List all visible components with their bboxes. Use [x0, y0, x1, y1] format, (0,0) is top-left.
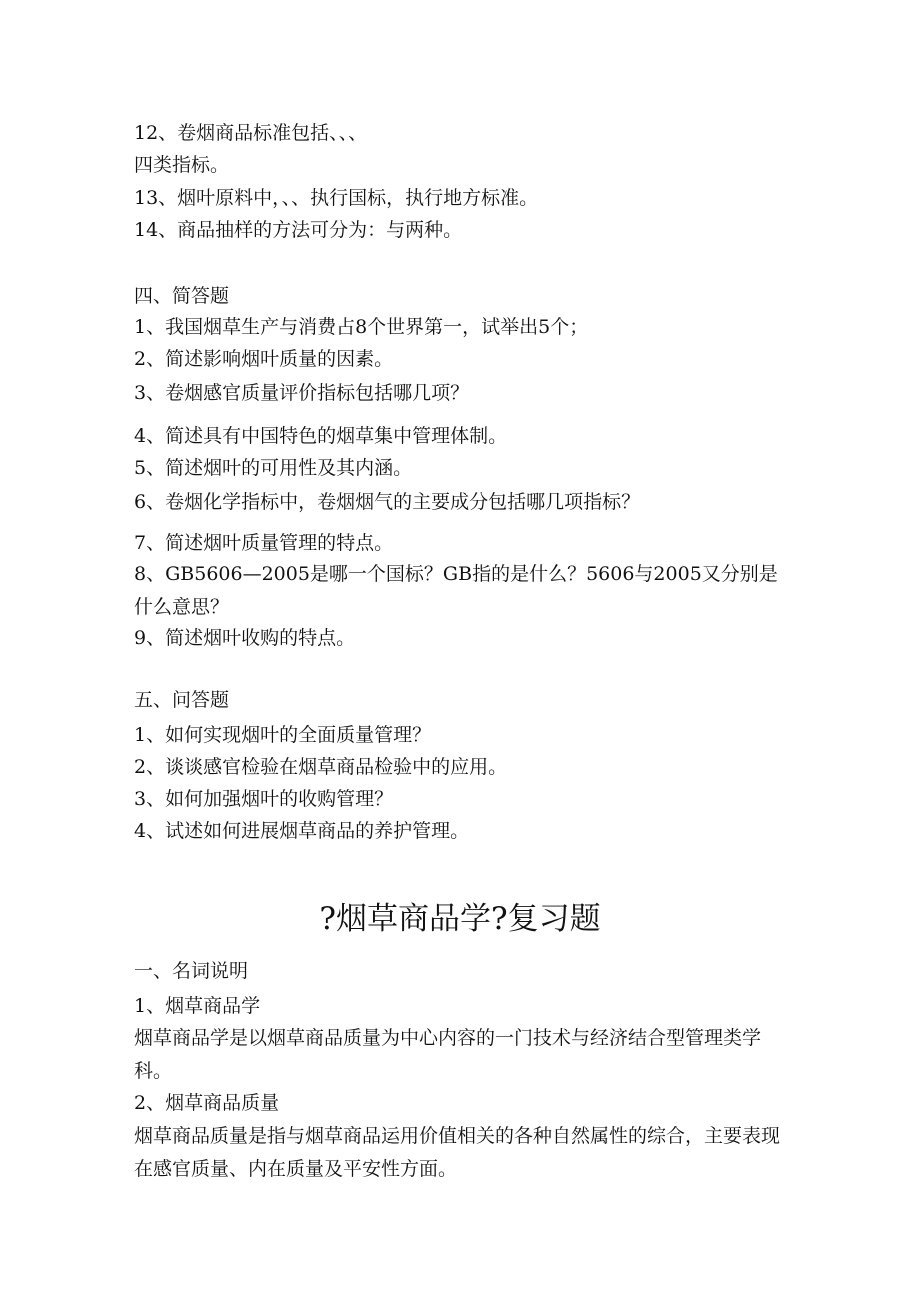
section-4-heading: 四、简答题: [134, 285, 230, 307]
question-12-line-1: 12、卷烟商品标准包括、、、: [134, 122, 368, 144]
section-4-item: 6、卷烟化学指标中，卷烟烟气的主要成分包括哪几项指标？: [134, 491, 641, 513]
term-1: 1、烟草商品学: [134, 995, 261, 1017]
section-4-item: 9、简述烟叶收购的特点。: [134, 627, 356, 649]
section-5-item: 3、如何加强烟叶的收购管理？: [134, 788, 394, 810]
term-2: 2、烟草商品质量: [134, 1092, 280, 1114]
question-13: 13、烟叶原料中，、、执行国标，执行地方标准。: [134, 187, 539, 209]
section-4-item: 3、卷烟感官质量评价指标包括哪几项？: [134, 382, 470, 404]
section-1-heading: 一、名词说明: [134, 960, 249, 982]
section-4-item: 2、简述影响烟叶质量的因素。: [134, 348, 394, 370]
section-5-item: 1、如何实现烟叶的全面质量管理？: [134, 724, 432, 746]
definition-2: 烟草商品质量是指与烟草商品运用价值相关的各种自然属性的综合，主要表现在感官质量、内在质量及平安性方面。: [134, 1125, 781, 1180]
section-4-item: 5、简述烟叶的可用性及其内涵。: [134, 457, 413, 479]
document-title: ?烟草商品学?复习题: [319, 901, 601, 937]
section-5-item: 2、谈谈感官检验在烟草商品检验中的应用。: [134, 756, 508, 778]
section-5-item: 4、试述如何进展烟草商品的养护管理。: [134, 820, 470, 842]
section-4-item: 8、GB5606—2005是哪一个国标？GB指的是什么？5606与2005又分别是什么意思？: [134, 563, 778, 618]
section-4-item: 4、简述具有中国特色的烟草集中管理体制。: [134, 425, 508, 447]
question-14: 14、商品抽样的方法可分为：与两种。: [134, 219, 463, 241]
section-4-item: 7、简述烟叶质量管理的特点。: [134, 532, 394, 554]
section-4-item: 1、我国烟草生产与消费占8个世界第一，试举出5个；: [134, 316, 589, 338]
question-12-line-2: 四类指标。: [134, 154, 230, 176]
definition-1: 烟草商品学是以烟草商品质量为中心内容的一门技术与经济结合型管理类学科。: [134, 1027, 762, 1082]
section-5-heading: 五、问答题: [134, 689, 230, 711]
